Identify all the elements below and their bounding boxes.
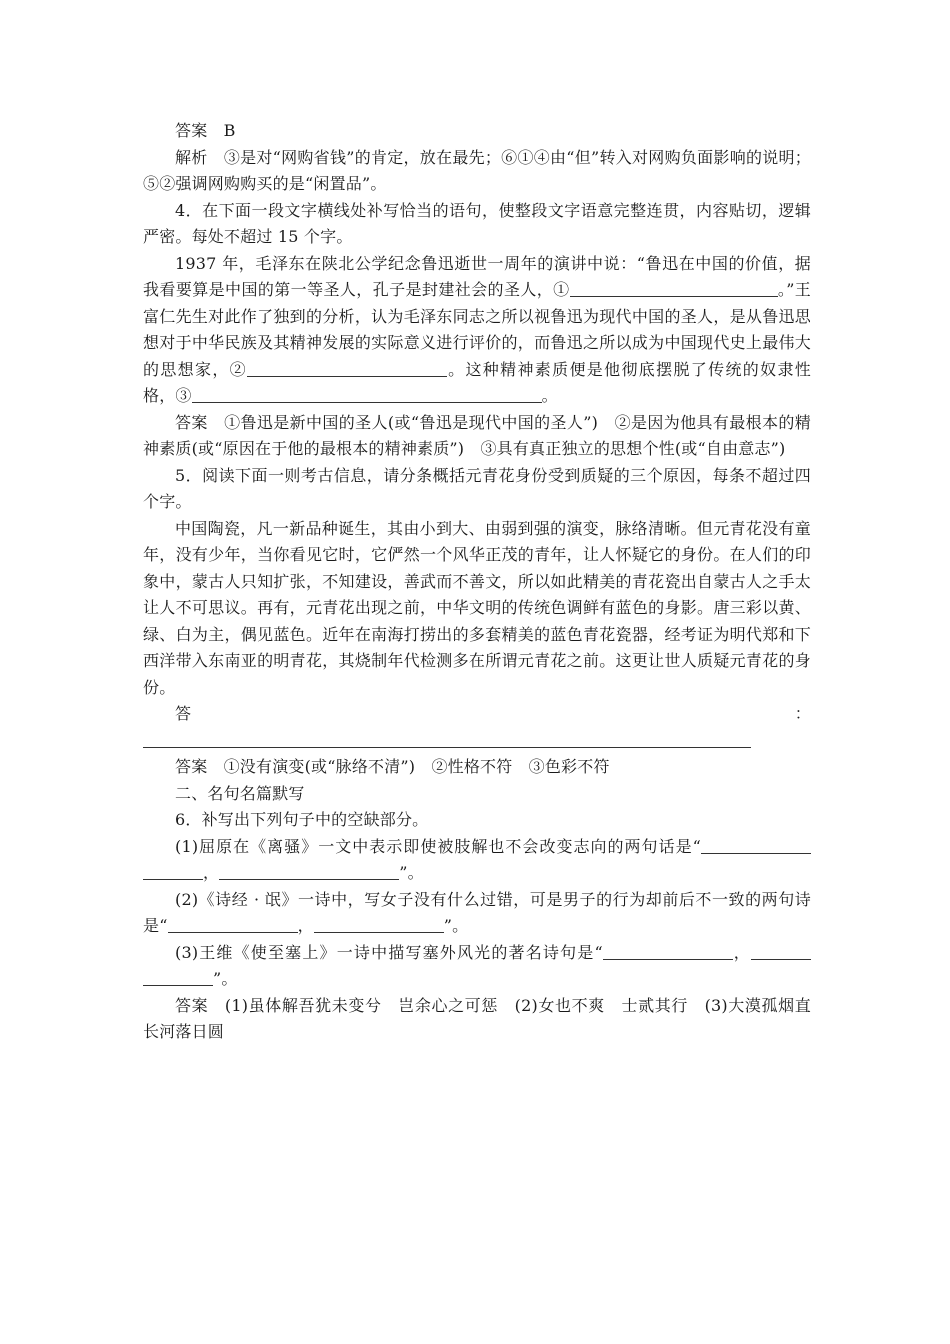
blank-2[interactable] — [247, 360, 447, 377]
answer-label: 答案 — [175, 121, 208, 140]
reply-line[interactable] — [143, 731, 751, 748]
answer-value: B — [223, 121, 236, 140]
q4-passage — [143, 251, 811, 410]
q6-item2-end: ”。 — [443, 916, 469, 935]
answer-text: ①鲁迅是新中国的圣人(或“鲁迅是现代中国的圣人”) ②是因为他具有最根本的精神素质(或“原因在于他的最根本的精神素质”) ③具有真正独立的思想个性(或“自由意志”) — [143, 412, 812, 458]
q5-reply — [143, 701, 811, 754]
q4-passage-part3: 。这种精神素质便是他彻底摆脱了传统的奴隶性格，③ — [143, 359, 811, 405]
q6-item1-blank-a[interactable] — [701, 837, 811, 854]
answer-text: ①没有演变(或“脉络不清”) ②性格不符 ③色彩不符 — [223, 757, 610, 776]
analysis-text: ③是对“网购省钱”的肯定，放在最先；⑥①④由“但”转入对网购负面影响的说明；⑤②强调网购购买的是“闲置品”。 — [143, 147, 811, 193]
q5-passage: 中国陶瓷，凡一新品种诞生，其由小到大、由弱到强的演变，脉络清晰。但元青花没有童年，没有少年，当你看见它时，它俨然一个风华正茂的青年，让人怀疑它的身份。在人们的印象中，蒙古人只知扩张，不知建设，善武而不善文，所以如此精美的青花瓷出自蒙古人之手太让人不可思议。再有，元青花出现之前，中华文明的传统色调鲜有蓝色的身影。唐三彩以黄、绿、白为主，偶见蓝色。近年在南海打捞出的多套精美的蓝色青花瓷器，经考证为明代郑和下西洋带入东南亚的明青花，其烧制年代检测多在所谓元青花之前。这更让世人质疑元青花的身份。 — [143, 518, 811, 697]
q6-item1 — [143, 834, 811, 887]
q6-item2-blank-a[interactable] — [168, 916, 298, 933]
blank-3[interactable] — [192, 386, 542, 403]
document-body — [143, 118, 828, 1046]
reply-label: 答： — [175, 704, 811, 723]
q6-item3-mid: ， — [732, 942, 751, 962]
q6-prompt: 6．补写出下列句子中的空缺部分。 — [175, 810, 429, 829]
q6-item1-blank-a-cont — [143, 863, 203, 880]
q4-answer — [143, 410, 811, 463]
q6-item2-blank-b[interactable] — [314, 916, 444, 933]
q3-answer — [143, 118, 811, 145]
q3-analysis — [143, 145, 811, 198]
q4-prompt: 4．在下面一段文字横线处补写恰当的语句，使整段文字语意完整连贯，内容贴切，逻辑严密。每处不超过 15 个字。 — [143, 200, 811, 246]
blank-1[interactable] — [570, 280, 770, 297]
analysis-label: 解析 — [175, 147, 208, 167]
q6-item3-end: ”。 — [213, 969, 238, 988]
section-heading: 二、名句名篇默写 — [175, 783, 305, 803]
q4-passage-part2: 。”王富仁先生对此作了独到的分析，认为毛泽东同志之所以视鲁迅为现代中国的圣人，是从鲁迅思想对于中华民族及其精神发展的实际意义进行评价的，而鲁迅之所以成为中国现代史上最伟大的思想家，② — [143, 280, 812, 379]
q4-passage-part1: 1937 年，毛泽东在陕北公学纪念鲁迅逝世一周年的演讲中说：“鲁迅在中国的价值，据我看要算是中国的第一等圣人，孔子是封建社会的圣人，① — [143, 253, 811, 299]
q6-item3 — [143, 940, 811, 993]
q6-item1-blank-b[interactable] — [219, 863, 399, 880]
q6-answer — [143, 993, 828, 1046]
answer-label: 答案 — [175, 995, 209, 1015]
q4-passage-part4: 。 — [541, 386, 558, 405]
answer-label: 答案 — [175, 412, 208, 432]
q6-item1-mid: ， — [203, 863, 220, 882]
q5-answer — [143, 754, 811, 781]
q6-item3-blank-b[interactable] — [751, 943, 811, 960]
blank-1-continued — [770, 280, 778, 297]
q6-item1-end: ”。 — [399, 863, 424, 882]
q6-item1-text: (1)屈原在《离骚》一文中表示即使被肢解也不会改变志向的两句话是“ — [175, 836, 701, 856]
q6-item3-blank-b-cont — [143, 969, 213, 986]
q6-item2-mid: ， — [297, 916, 314, 935]
q6-item3-text: (3)王维《使至塞上》一诗中描写塞外风光的著名诗句是“ — [175, 942, 603, 962]
answer-label: 答案 — [175, 757, 208, 776]
answer-text: (1)虽体解吾犹未变兮 岂余心之可惩 (2)女也不爽 士贰其行 (3)大漠孤烟直 长河落日圆 — [143, 995, 828, 1041]
q6-item3-blank-a[interactable] — [603, 943, 733, 960]
q5-prompt: 5．阅读下面一则考古信息，请分条概括元青花身份受到质疑的三个原因，每条不超过四个字。 — [143, 465, 811, 511]
q6-item2-text: (2)《诗经 · 氓》一诗中，写女子没有什么过错，可是男子的行为却前后不一致的两句诗是“ — [143, 889, 811, 935]
q6-item2 — [143, 887, 811, 940]
